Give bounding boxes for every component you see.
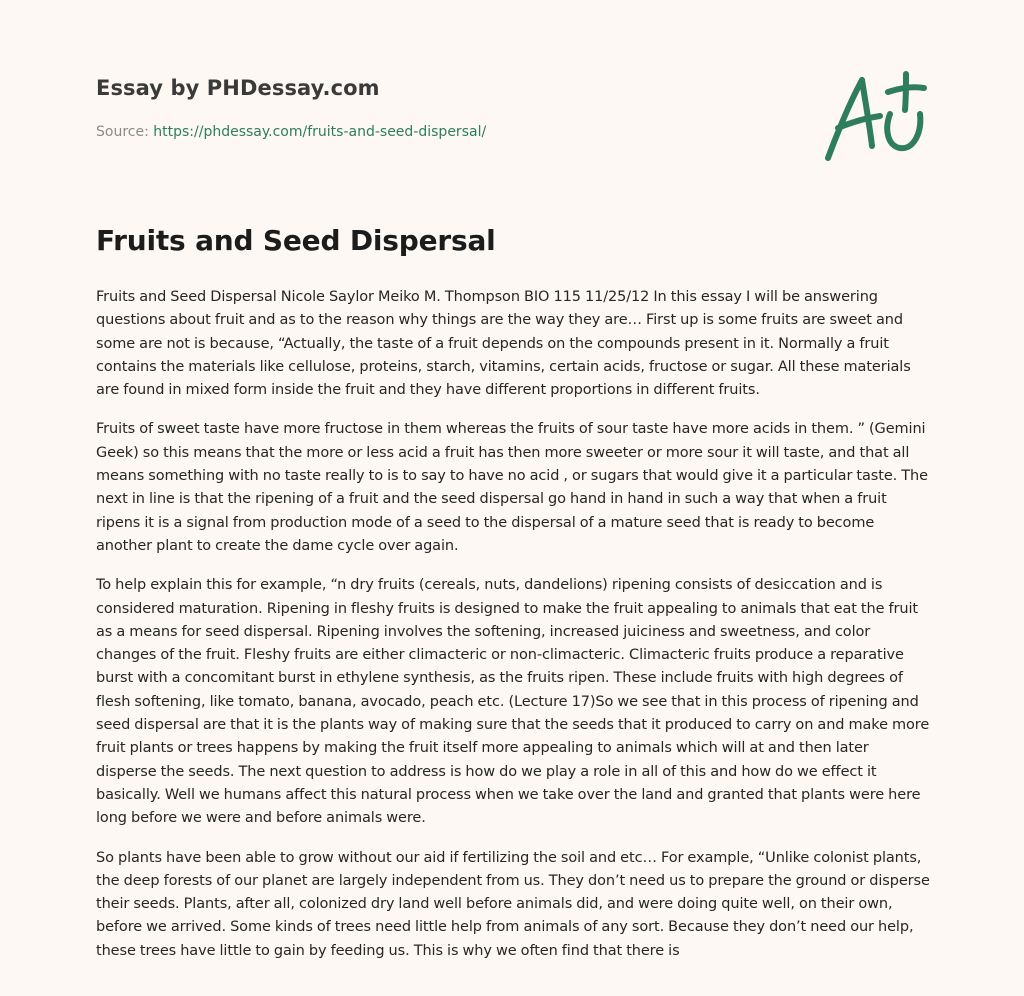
site-brand: Essay by PHDessay.com [96,76,380,100]
essay-paragraph: Fruits and Seed Dispersal Nicole Saylor Meiko M. Thompson BIO 115 11/25/12 In this essay I will be answering questions about fruit and as to the reason why things are the way they are… First up is some fruits are sweet and some are not is because, “Actually, the taste of a fruit depends on the compounds present in it. Normally a fruit contains the materials like cellulose, proteins, starch, vitamins, certain acids, fructose or sugar. All these materials are found in mixed form inside the fruit and they have different proportions in different fruits. [96,289,911,399]
source-link[interactable]: https://phdessay.com/fruits-and-seed-dispersal/ [153,124,487,140]
essay-paragraph: To help explain this for example, “n dry fruits (cereals, nuts, dandelions) ripening consists of desiccation and is considered maturation. Ripening in fleshy fruits is designed to make the fruit appealing to animals that eat the fruit as a means for seed dispersal. Ripening involves the softening, increased juiciness and sweetness, and color changes of the fruit. Fleshy fruits are either climacteric or non-climacteric. Climacteric fruits produce a reparative burst with a concomitant burst in ethylene synthesis, as the fruits ripen. These include fruits with high degrees of flesh softening, like tomato, banana, avocado, peach etc. (Lecture 17)So we see that in this process of ripening and seed dispersal are that it is the plants way of making sure that the seeds that it produced to carry on and make more fruit plants or trees happens by making the fruit itself more appealing to animals which will at and then later disperse the seeds. The next question to address is how do we play a role in all of this and how do we effect it basically. Well we humans affect this natural process when we take over the land and granted that plants were here long before we were and before animals were. [96,577,930,827]
source-label: Source: [96,124,154,140]
a-plus-logo [818,66,930,166]
essay-body [96,286,930,979]
essay-title: Fruits and Seed Dispersal [96,224,496,257]
essay-paragraph: Fruits of sweet taste have more fructose in them whereas the fruits of sour taste have more acids in them. ” (Gemini Geek) so this means that the more or less acid a fruit has then more sweeter or more sour it will taste, and that all means something with no taste really to is to say to have no acid , or sugars that would give it a particular taste. The next in line is that the ripening of a fruit and the seed dispersal go hand in hand in such a way that when a fruit ripens it is a signal from production mode of a seed to the dispersal of a mature seed that is ready to become another plant to create the dame cycle over again. [96,421,928,554]
essay-paragraph: So plants have been able to grow without our aid if fertilizing the soil and etc… For example, “Unlike colonist plants, the deep forests of our planet are largely independent from us. They don’t need us to prepare the ground or disperse their seeds. Plants, after all, colonized dry land well before animals did, and were doing quite well, on their own, before we arrived. Some kinds of trees need little help from animals of any sort. Because they don’t need our help, these trees have little to gain by feeding us. This is why we often find that there is [96,849,930,959]
source-line [96,124,486,140]
